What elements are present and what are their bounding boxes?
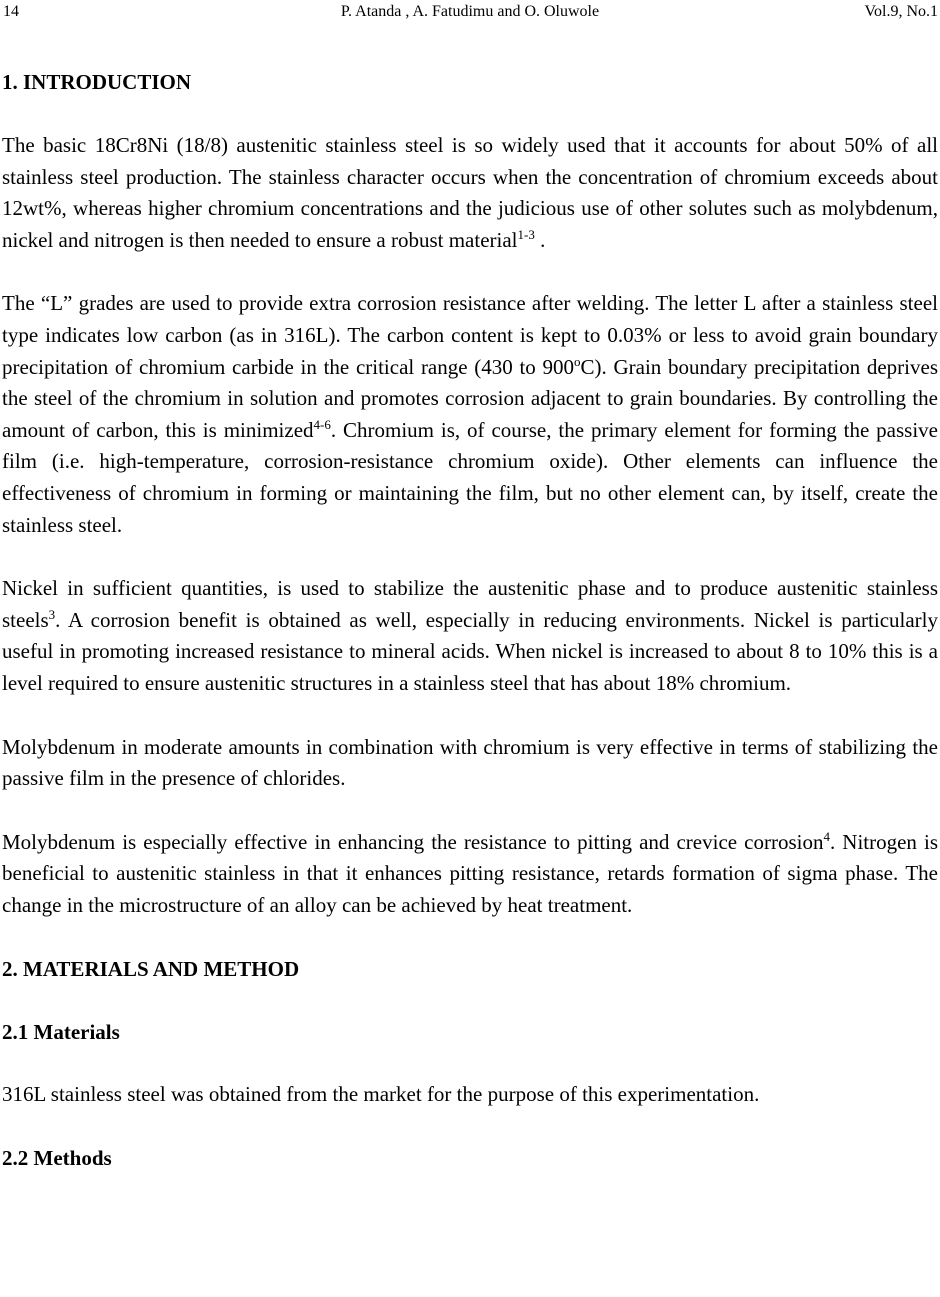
materials-method-heading: 2. MATERIALS AND METHOD [2, 957, 300, 982]
methods-subheading: 2.2 Methods [2, 1146, 112, 1171]
paragraph-text: Nickel in sufficient quantities, is used to stabilize the austenitic phase and to produce austenitic stainless steels [2, 576, 938, 632]
paragraph-text: The basic 18Cr8Ni (18/8) austenitic stainless steel is so widely used that it accounts for about 50% of all stainless steel production. The stainless character occurs when the concentration of chromium exceeds about 12wt%, whereas higher chromium concentrations and the judicious use of other solutes such as molybdenum, nickel and nitrogen is then needed to ensure a robust material [2, 133, 938, 252]
header-authors: P. Atanda , A. Fatudimu and O. Oluwole [340, 3, 600, 20]
article-body [2, 66, 938, 1174]
paragraph-text: . Nitrogen is beneficial to austenitic stainless in that it enhances pitting resistance, retards formation of sigma phase. The change in the microstructure of an alloy can be achieved by heat treatment. [2, 829, 939, 917]
paragraph-intro-1 [2, 130, 938, 256]
citation-ref: 4 [823, 828, 830, 844]
citation-ref: 3 [48, 606, 56, 622]
paragraph-text-tail: . [534, 227, 546, 252]
paragraph-intro-4: Molybdenum in moderate amounts in combination with chromium is very effective in terms of stabilizing the passive film in the presence of chlorides. [2, 734, 938, 791]
materials-subheading: 2.1 Materials [2, 1020, 120, 1045]
degree-superscript: o [574, 353, 581, 369]
introduction-heading: 1. INTRODUCTION [2, 70, 192, 94]
header-volume: Vol.9, No.1 [864, 3, 938, 20]
paragraph-text: Molybdenum is especially effective in enhancing the resistance to pitting and crevice corrosion [2, 829, 824, 854]
paragraph-text: C). Grain boundary precipitation deprives the steel of the chromium in solution and promotes corrosion adjacent to grain boundaries. By controlling the amount of carbon, this is minimized [2, 354, 938, 442]
header-page-number: 14 [3, 3, 19, 20]
running-header [0, 0, 940, 24]
materials-paragraph: 316L stainless steel was obtained from the market for the purpose of this experimentation. [2, 1082, 760, 1107]
paragraph-intro-3 [2, 573, 938, 699]
citation-ref: 4-6 [313, 416, 331, 432]
paragraph-intro-5 [2, 827, 938, 922]
paragraph-intro-2 [2, 288, 938, 541]
citation-ref: 1-3 [517, 226, 535, 242]
paragraph-text: The “L” grades are used to provide extra corrosion resistance after welding. The letter L after a stainless steel type indicates low carbon (as in 316L). The carbon content is kept to 0.03% or less to avoid grain boundary precipitation of chromium carbide in the critical range (430 to 900 [2, 291, 938, 379]
paragraph-text: . A corrosion benefit is obtained as well, especially in reducing environments. Nickel is particularly useful in promoting increased resistance to mineral acids. When nickel is increased to about 8 to 10% this is a level required to ensure austenitic structures in a stainless steel that has about 18% chromium. [2, 607, 938, 695]
paragraph-text: . Chromium is, of course, the primary element for forming the passive film (i.e. high-temperature, corrosion-resistance chromium oxide). Other elements can influence the effectiveness of chromium in forming or maintaining the film, but no other element can, by itself, create the stainless steel. [2, 417, 938, 537]
